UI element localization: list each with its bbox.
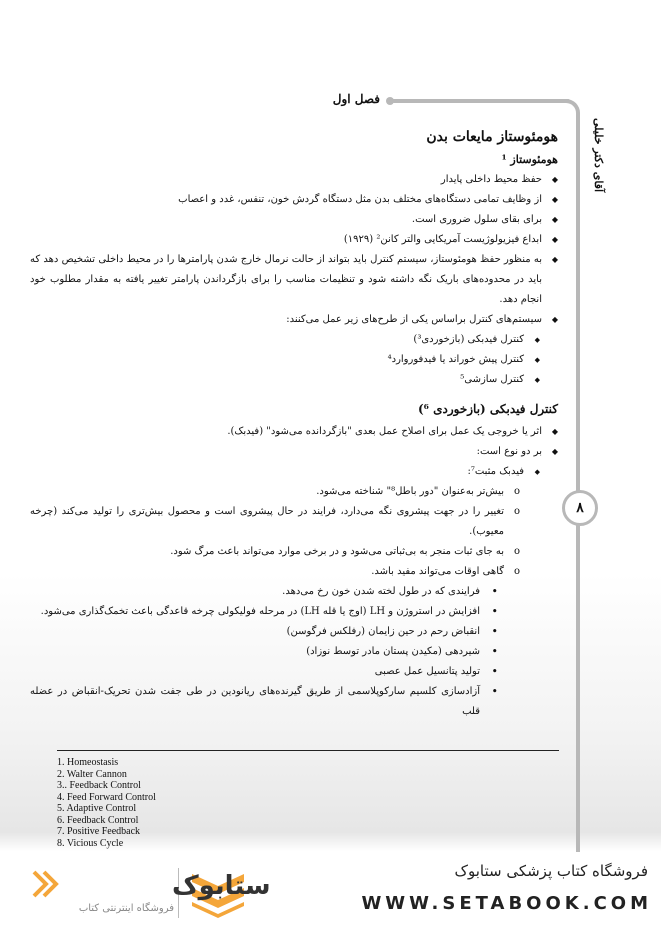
useful-example-item: • شیردهی (مکیدن پستان مادر توسط نوزاد) bbox=[30, 642, 558, 662]
homeostasis-list bbox=[30, 170, 558, 390]
positive-feedback-detail: o گاهی اوقات می‌تواند مفید باشد. bbox=[30, 562, 558, 582]
store-url[interactable]: WWW.SETABOOK.COM bbox=[361, 893, 652, 914]
main-title: هومئوستاز مایعات بدن bbox=[426, 129, 558, 145]
useful-example-item: • آزادسازی کلسیم سارکوپلاسمی از طریق گیرنده‌های ریانودین در طی جفت شدن تحریک-انقباض در عضله قلب bbox=[30, 682, 558, 722]
feedback-list bbox=[30, 422, 558, 722]
footnote: 6. Feedback Control bbox=[57, 814, 139, 826]
useful-example-item: • فرایندی که در طول لخته شدن خون رخ می‌دهد. bbox=[30, 582, 558, 602]
footnote: 1. Homeostasis bbox=[57, 757, 119, 768]
list-item: ◆ برای بقای سلول ضروری است. bbox=[30, 210, 558, 230]
useful-example-item: • تولید پتانسیل عمل عصبی bbox=[30, 662, 558, 682]
control-type-item: ◆ کنترل فیدبکی (بازخوردی³) bbox=[30, 330, 558, 350]
feedback-heading: کنترل فیدبکی (بازخوردی ⁶) bbox=[417, 402, 558, 416]
store-title: فروشگاه کتاب پزشکی ستابوک bbox=[454, 862, 648, 880]
footnote: 4. Feed Forward Control bbox=[57, 791, 156, 803]
control-type-item: ◆ کنترل سازشی⁵ bbox=[30, 370, 558, 390]
control-type-item: ◆ کنترل پیش خوراند یا فیدفوروارد⁴ bbox=[30, 350, 558, 370]
brand-tagline: فروشگاه اینترنتی کتاب bbox=[78, 903, 174, 914]
footnote: 3.. Feedback Control bbox=[57, 780, 141, 791]
footnote: 7. Positive Feedback bbox=[57, 826, 141, 837]
footnote: 8. Vicious Cycle bbox=[57, 837, 124, 849]
header-rule-dot bbox=[386, 97, 394, 105]
author-vertical-label: آقای دکتر خلیلی bbox=[592, 118, 605, 193]
footnote-divider bbox=[57, 750, 559, 751]
brand-name: ستابوک bbox=[172, 871, 271, 901]
page-content bbox=[30, 120, 558, 722]
list-item: ◆ سیستم‌های کنترل براساس یکی از طرح‌های زیر عمل می‌کنند: bbox=[30, 310, 558, 330]
useful-example-item: • افزایش در استروژن و LH (اوج یا قله LH) در مرحله فولیکولی چرخه قاعدگی باعث تخمک‌گذاری می‌شود. bbox=[30, 602, 558, 622]
list-item: ◆ از وظایف تمامی دستگاه‌های مختلف بدن مثل دستگاه گردش خون، تنفس، غدد و اعصاب bbox=[30, 190, 558, 210]
footnote: 5. Adaptive Control bbox=[57, 803, 137, 814]
setabook-logo bbox=[30, 868, 271, 901]
positive-feedback-detail: o تغییر را در جهت پیشروی نگه می‌دارد، فرایند در حال پیشروی است و محصول بیش‌تری را تولید می‌کند (چرخه معیوب). bbox=[30, 502, 558, 542]
chapter-label: فصل اول bbox=[332, 92, 380, 106]
list-item: ◆ بر دو نوع است: bbox=[30, 442, 558, 462]
positive-feedback-item: ◆ فیدبک مثبت⁷: bbox=[30, 462, 558, 482]
list-item: ◆ به منظور حفظ هومئوستاز، سیستم کنترل باید بتواند از حالت نرمال خارج شدن پارامترها را در محیط داخلی تشخیص دهد که باید در محدوده‌های باریک نگه داشته شود و تنظیمات مناسب را برای بازگرداندن پارامتر تغییر یافته به مقدار مطلوب خود انجام دهد. bbox=[30, 250, 558, 310]
footnotes bbox=[57, 757, 357, 849]
homeostasis-heading: هومئوستاز ¹ bbox=[501, 153, 558, 166]
footnote: 2. Walter Cannon bbox=[57, 768, 127, 780]
list-item: ◆ اثر یا خروجی یک عمل برای اصلاح عمل بعدی "بازگردانده می‌شود" (فیدبک). bbox=[30, 422, 558, 442]
list-item: ◆ ابداع فیزیولوژیست آمریکایی والتر کانن² (۱۹۲۹) bbox=[30, 230, 558, 250]
positive-feedback-detail: o بیش‌تر به‌عنوان "دور باطل⁸" شناخته می‌شود. bbox=[30, 482, 558, 502]
header-rule bbox=[392, 99, 570, 103]
useful-example-item: • انقباض رحم در حین زایمان (رفلکس فرگوسن) bbox=[30, 622, 558, 642]
page-number bbox=[562, 490, 598, 526]
side-rule bbox=[566, 99, 580, 859]
list-item: ◆ حفظ محیط داخلی پایدار bbox=[30, 170, 558, 190]
page-number-text: ۸ bbox=[576, 500, 584, 516]
positive-feedback-detail: o به جای ثبات منجر به بی‌ثباتی می‌شود و در برخی موارد می‌تواند باعث مرگ شود. bbox=[30, 542, 558, 562]
